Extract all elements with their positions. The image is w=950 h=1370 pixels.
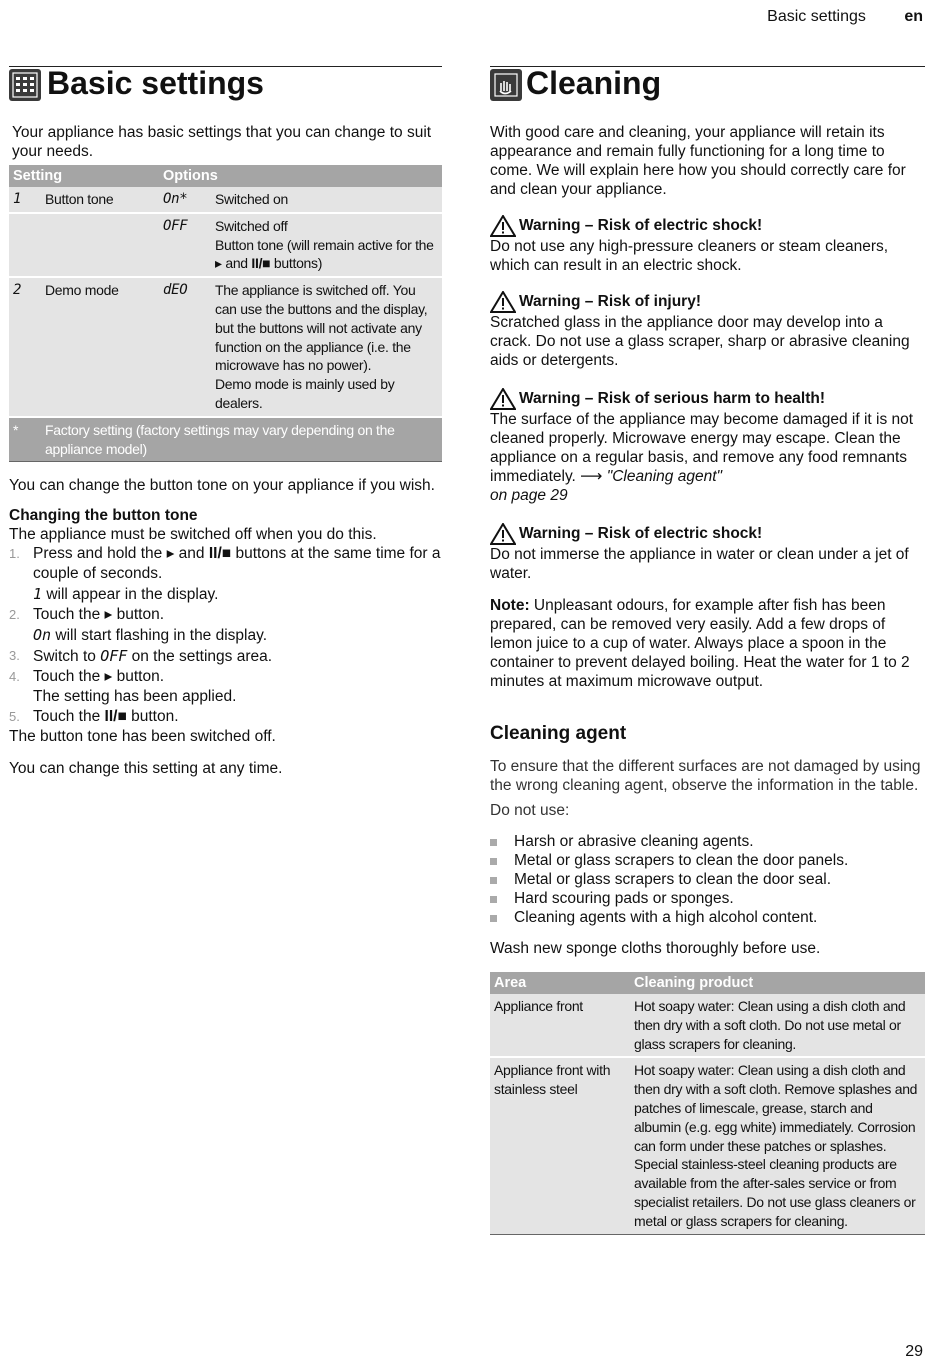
cleaning-hand-icon <box>490 69 522 101</box>
warning-block: Warning – Risk of electric shock! Do not immerse the appliance in water or clean under a jet of water. <box>490 525 909 582</box>
cleaning-table <box>490 972 925 1234</box>
warning-triangle-icon <box>490 523 516 545</box>
list-item: 2. Touch the ▸ button. On will start flashing in the display. <box>9 606 268 645</box>
play-icon: ▸ <box>215 255 222 272</box>
list-item: 5. Touch the II/■ button. <box>9 708 179 726</box>
setting-name: Demo mode <box>41 277 159 417</box>
cleaning-title: Cleaning <box>526 65 662 101</box>
col-options: Options <box>159 165 442 187</box>
option-code: OFF <box>159 213 211 277</box>
table-row <box>9 187 442 213</box>
col-setting: Setting <box>9 165 159 187</box>
setting-number: 2 <box>9 277 41 417</box>
setting-number: 1 <box>9 187 41 213</box>
list-item: 4. Touch the ▸ button. The setting has been applied. <box>9 668 237 706</box>
table-row: Appliance front with stainless steel Hot soapy water: Clean using a dish cloth and then dry with a soft cloth. Remove splashes and patches of limescale, grease, starch and albumin (e.g. egg white) immediately. Corrosion can form under these patches or splashes. Special stainless-steel cleaning products are available from the after-sales service or from specialist retailers. Do not use glass cleaners or metal or glass scrapers for cleaning. <box>490 1057 925 1233</box>
any-time-text: You can change this setting at any time. <box>9 760 283 778</box>
note: Note: Unpleasant odours, for example after fish has been prepared, can be removed very easily. Add a few drops of lemon juice to a cup of water. Always place a spoon in the container to prevent delayed boiling. Heat the water for 1 to 2 minutes at maximum microwave output. <box>490 597 910 690</box>
warning-block: Warning – Risk of injury! Scratched glass in the appliance door may develop into a crack. Do not use a glass scraper, sharp or abrasive cleaning aids or detergents. <box>490 293 910 369</box>
table-footnote: * Factory setting (factory settings may vary depending on the appliance model) <box>9 417 442 462</box>
warning-triangle-icon <box>490 215 516 237</box>
do-not-use: Do not use: <box>490 802 570 819</box>
list-item: Cleaning agents with a high alcohol content. <box>490 908 925 927</box>
setting-name: Button tone <box>41 187 159 213</box>
warning-triangle-icon <box>490 388 516 410</box>
arrow-icon: ⟶ <box>580 468 603 485</box>
pause-stop-icon: II/■ <box>208 545 232 563</box>
option-text: Switched off Button tone (will remain active for the ▸ and II/■ buttons) <box>211 213 442 277</box>
play-icon: ▸ <box>166 545 175 563</box>
page-title: Basic settings <box>47 65 264 101</box>
warning-block: Warning – Risk of serious harm to health! The surface of the appliance may become damaged if it is not cleaned properly. Microwave energy may escape. Clean the appliance on a regular basis, and remove any food remnants immediately. ⟶ "Cleaning agent" on page 29 <box>490 390 914 504</box>
col-area: Area <box>490 972 630 994</box>
list-item: 1. Press and hold the ▸ and II/■ buttons at the same time for a couple of seconds. 1 will appear in the display. <box>9 545 441 604</box>
basic-intro: Your appliance has basic settings that you can change to suit your needs. <box>12 124 432 160</box>
basic-settings-section <box>9 66 442 778</box>
result-text: The button tone has been switched off. <box>9 728 276 746</box>
agent-intro: To ensure that the different surfaces are not damaged by using the wrong cleaning agent, observe the information in the table. <box>490 758 921 794</box>
cross-reference-link[interactable]: "Cleaning agent" <box>606 468 722 485</box>
change-tone-text: You can change the button tone on your appliance if you wish. <box>9 477 435 495</box>
cleaning-intro: With good care and cleaning, your appliance will retain its appearance and remain fully functioning for a long time to come. We will explain here how you should correctly care for and clean your appliance. <box>490 124 906 198</box>
header-language: en <box>904 8 923 25</box>
cleaning-section <box>490 66 925 1235</box>
option-text: Switched on <box>211 187 442 213</box>
table-row <box>9 277 442 417</box>
list-item: 3. Switch to OFF on the settings area. <box>9 647 273 666</box>
list-item: Metal or glass scrapers to clean the door seal. <box>490 870 925 889</box>
wash-note: Wash new sponge cloths thoroughly before use. <box>490 940 821 957</box>
basic-settings-heading <box>9 66 442 123</box>
cross-reference-page[interactable]: on page 29 <box>490 487 568 504</box>
option-code: dEO <box>159 277 211 417</box>
warning-block: Warning – Risk of electric shock! Do not use any high-pressure cleaners or steam cleaners, which can result in an electric shock. <box>490 217 889 274</box>
running-header <box>767 8 923 26</box>
precondition: The appliance must be switched off when you do this. <box>9 526 377 544</box>
settings-table <box>9 165 442 461</box>
cleaning-heading <box>490 66 925 123</box>
table-row <box>9 213 442 277</box>
table-row: Appliance front Hot soapy water: Clean using a dish cloth and then dry with a soft cloth. Do not use metal or glass scrapers for cleaning. <box>490 994 925 1057</box>
do-not-list <box>490 832 925 927</box>
option-code: On* <box>159 187 211 213</box>
warning-triangle-icon <box>490 291 516 313</box>
pause-stop-icon: II/■ <box>104 708 127 726</box>
cleaning-agent-heading: Cleaning agent <box>490 723 627 744</box>
list-item: Harsh or abrasive cleaning agents. <box>490 832 925 851</box>
steps-list <box>9 544 442 727</box>
option-text: The appliance is switched off. You can use the buttons and the display, but the buttons will not activate any function on the appliance (i.e. the microwave has no power). Demo mode is mainly used by dealers. <box>211 277 442 417</box>
page-number: 29 <box>905 1343 923 1360</box>
list-item: Hard scouring pads or sponges. <box>490 889 925 908</box>
play-icon: ▸ <box>104 668 113 686</box>
subsection-title: Changing the button tone <box>9 507 198 525</box>
pause-stop-icon: II/■ <box>251 255 271 272</box>
play-icon: ▸ <box>104 606 113 624</box>
settings-grid-icon <box>9 69 41 101</box>
header-section: Basic settings <box>767 8 866 25</box>
list-item: Metal or glass scrapers to clean the door panels. <box>490 851 925 870</box>
col-product: Cleaning product <box>630 972 925 994</box>
